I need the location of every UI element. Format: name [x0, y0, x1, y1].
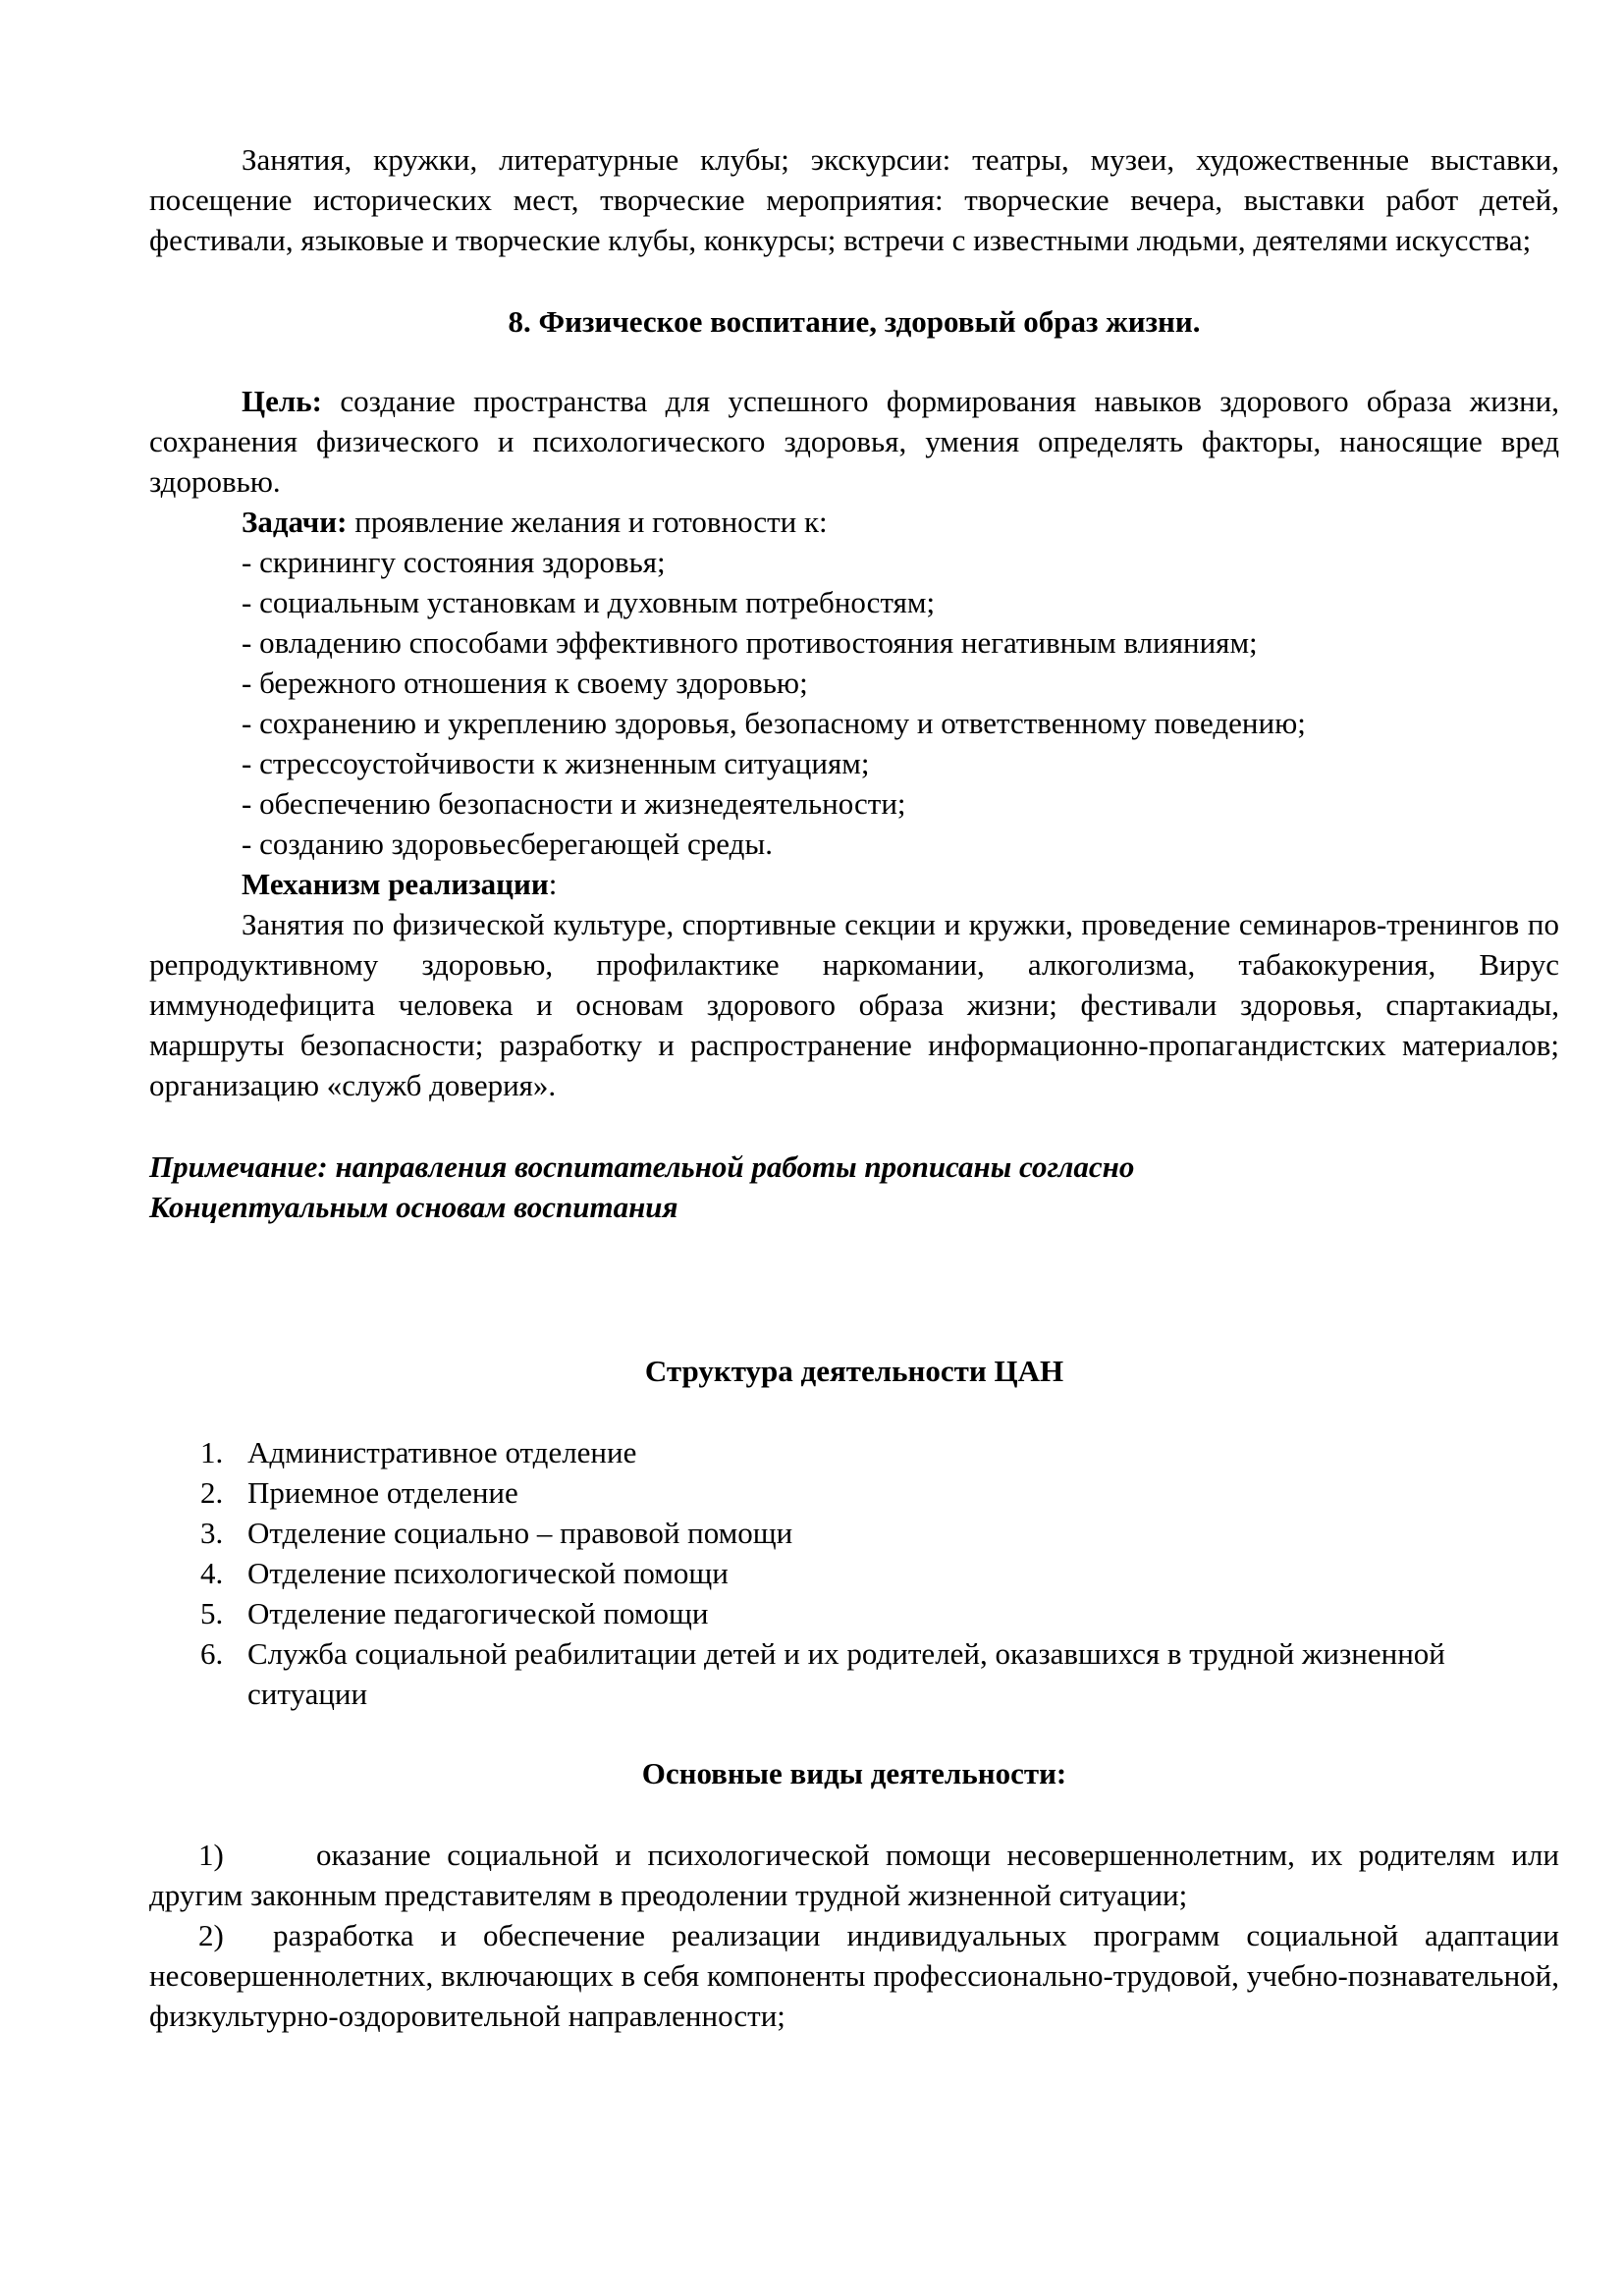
mechanism-heading: [149, 864, 1559, 904]
task-item: - сохранению и укреплению здоровья, безопасному и ответственному поведению;: [242, 706, 1306, 740]
structure-heading: Структура деятельности ЦАН: [644, 1354, 1064, 1388]
tasks-intro-text: проявление желания и готовности к:: [347, 505, 828, 539]
structure-item: [200, 1633, 1559, 1714]
structure-item-number: 4.: [200, 1556, 224, 1590]
activity-item: [149, 1915, 1559, 2036]
intro-paragraph: Занятия, кружки, литературные клубы; экскурсии: театры, музеи, художественные выставки, посещение исторических мест, творческие мероприятия: творческие вечера, выставки работ детей, фестивали, языковые и творческие клубы, конкурсы; встречи с известными людьми, деятелями искусства;: [149, 142, 1559, 257]
structure-item: [200, 1553, 1559, 1593]
structure-list: [149, 1432, 1559, 1714]
mechanism-colon: :: [548, 867, 558, 901]
structure-item-number: 1.: [200, 1435, 224, 1469]
structure-item-number: 2.: [200, 1475, 224, 1510]
structure-item-text: Служба социальной реабилитации детей и их родителей, оказавшихся в трудной жизненной ситуации: [247, 1636, 1445, 1711]
tasks-list: [149, 542, 1559, 864]
activity-item-text: разработка и обеспечение реализации индивидуальных программ социальной адаптации несовершеннолетних, включающих в себя компоненты профессионально-трудовой, учебно-познавательной, физкультурно-оздоровительной направленности;: [149, 1918, 1559, 2033]
task-item: - бережного отношения к своему здоровью;: [242, 666, 808, 700]
structure-item-text: Отделение педагогической помощи: [247, 1596, 709, 1630]
structure-item: [200, 1593, 1559, 1633]
structure-item-text: Административное отделение: [247, 1435, 637, 1469]
activity-item-number: 1): [198, 1838, 224, 1872]
goal-paragraph: [149, 381, 1559, 502]
note-line: Примечание: направления воспитательной работы прописаны согласно: [149, 1149, 1135, 1184]
structure-item-number: 5.: [200, 1596, 224, 1630]
activity-item-number: 2): [198, 1918, 224, 1952]
task-item: - созданию здоровьесберегающей среды.: [242, 827, 773, 861]
section-8-heading: 8. Физическое воспитание, здоровый образ жизни.: [508, 304, 1201, 339]
goal-text: создание пространства для успешного формирования навыков здорового образа жизни, сохранения физического и психологического здоровья, умения определять факторы, наносящие вред здоровью.: [149, 384, 1559, 499]
structure-item-text: Отделение социально – правовой помощи: [247, 1516, 793, 1550]
activities-heading: Основные виды деятельности:: [641, 1756, 1067, 1790]
note-line: Концептуальным основам воспитания: [149, 1190, 678, 1224]
activity-item-text: оказание социальной и психологической помощи несовершеннолетним, их родителям или другим законным представителям в преодолении трудной жизненной ситуации;: [149, 1838, 1559, 1912]
task-item: - скринингу состояния здоровья;: [242, 545, 666, 579]
goal-label: Цель:: [242, 384, 322, 418]
mechanism-paragraph: Занятия по физической культуре, спортивные секции и кружки, проведение семинаров-тренингов по репродуктивному здоровью, профилактике наркомании, алкоголизма, табакокурения, Вирус иммунодефицита человека и основам здорового образа жизни; фестивали здоровья, спартакиады, маршруты безопасности; разработку и распространение информационно-пропагандистских материалов; организацию «служб доверия».: [149, 907, 1559, 1102]
note-block: [149, 1147, 1559, 1227]
task-item: - обеспечению безопасности и жизнедеятельности;: [242, 786, 906, 821]
mechanism-label: Механизм реализации: [242, 867, 549, 901]
task-item: - социальным установкам и духовным потребностям;: [242, 585, 936, 619]
task-item: - овладению способами эффективного противостояния негативным влияниям;: [242, 625, 1258, 660]
structure-item-number: 3.: [200, 1516, 224, 1550]
structure-item: [200, 1513, 1559, 1553]
activity-item: [149, 1835, 1559, 1915]
structure-item: [200, 1432, 1559, 1472]
structure-item-text: Отделение психологической помощи: [247, 1556, 729, 1590]
structure-item-text: Приемное отделение: [247, 1475, 518, 1510]
tasks-label: Задачи:: [242, 505, 348, 539]
structure-item-number: 6.: [200, 1636, 224, 1671]
structure-item: [200, 1472, 1559, 1513]
document-page: [149, 139, 1559, 2036]
tasks-intro: [149, 502, 1559, 542]
task-item: - стрессоустойчивости к жизненным ситуациям;: [242, 746, 870, 780]
